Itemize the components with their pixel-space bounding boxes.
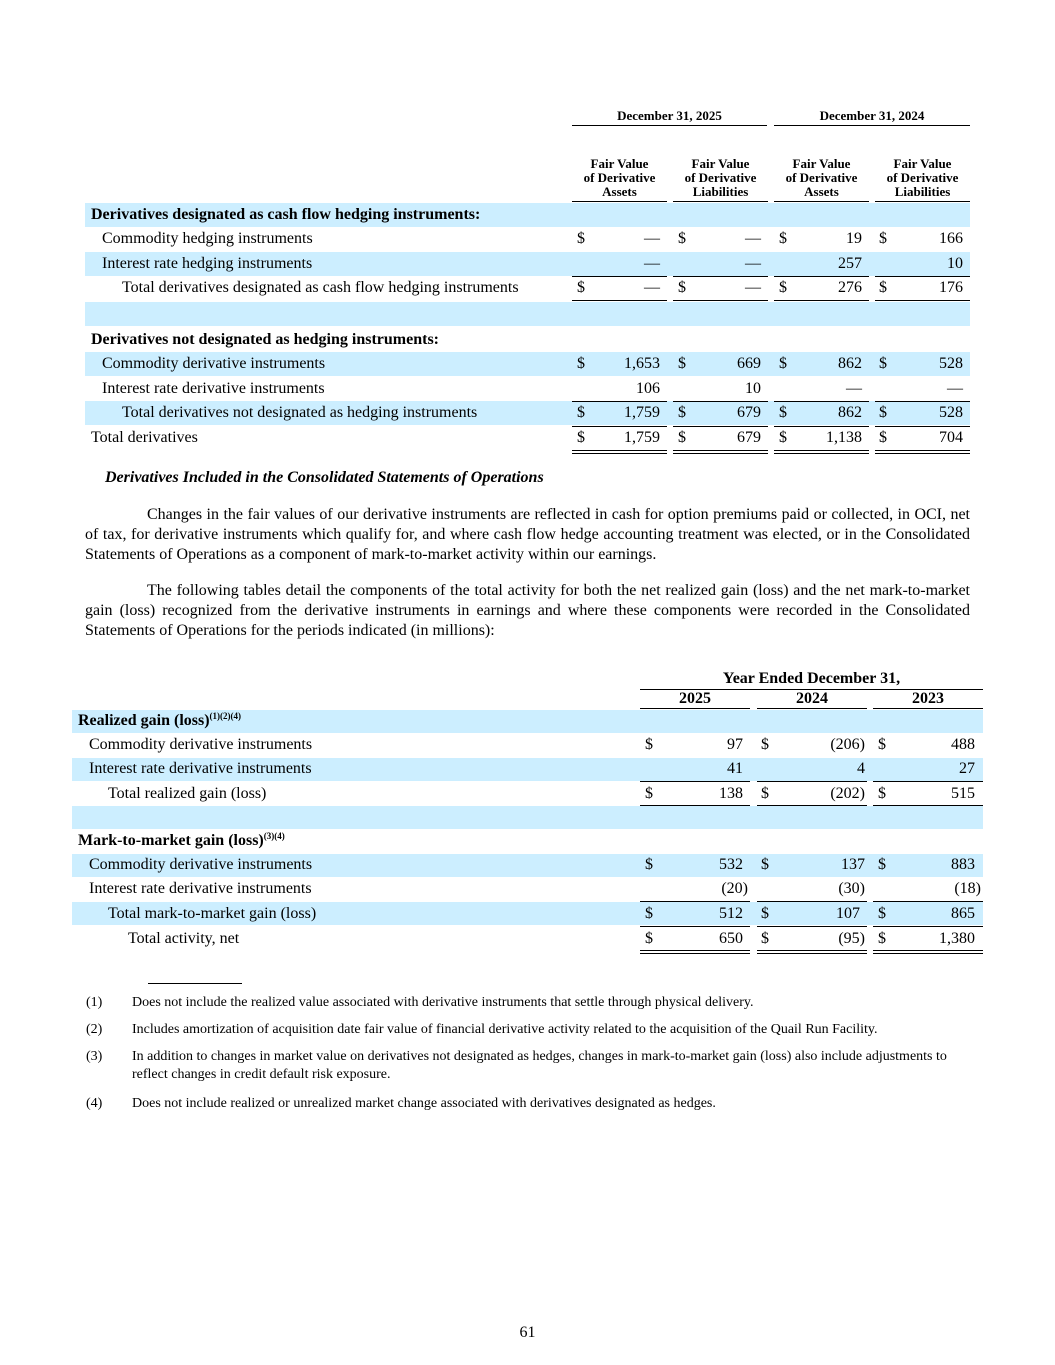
footnote-ref: (1)(2)(4) [209, 711, 242, 721]
footnote-text: Does not include the realized value associated with derivative instruments that settle through physical delivery. [132, 995, 754, 1010]
rule [774, 276, 869, 277]
dollar-sign: $ [761, 905, 769, 922]
cell-value: 10 [947, 255, 963, 272]
dollar-sign: $ [678, 429, 686, 446]
rule [572, 426, 667, 427]
rule [673, 300, 768, 301]
dollar-sign: $ [645, 856, 653, 873]
dollar-sign: $ [577, 429, 585, 446]
cell-value: 679 [737, 429, 761, 446]
cell-value: 4 [857, 760, 865, 777]
rule [673, 276, 768, 277]
col-year-2025: 2025 [679, 690, 711, 707]
rule [572, 201, 667, 202]
cell-value: 862 [838, 404, 862, 421]
rule [873, 781, 983, 782]
cell-value: 528 [939, 355, 963, 372]
dollar-sign: $ [678, 230, 686, 247]
dollar-sign: $ [879, 355, 887, 372]
paragraph-2: The following tables detail the components of the total activity for both the net realized gain (loss) and the net mark-to-market gain (loss) recognized from the derivative instruments in earnings and where these components were recorded in the Consolidated Statements of Operations for the periods indicated (in millions): [85, 582, 970, 639]
cell-value: — [745, 255, 761, 272]
cell-value: 19 [846, 230, 862, 247]
cell-value: 883 [951, 856, 975, 873]
rule [640, 781, 750, 782]
rule [673, 401, 768, 402]
cell-value: 1,759 [624, 429, 660, 446]
footnote-text: Includes amortization of acquisition date fair value of financial derivative activity related to the acquisition of the Quail Run Facility. [132, 1022, 878, 1037]
cell-value: 41 [727, 760, 743, 777]
rule [875, 276, 970, 277]
footnote-number: (4) [86, 1096, 103, 1111]
cell-value: 176 [939, 279, 963, 296]
double-rule [673, 450, 768, 454]
section-title-realized [78, 711, 241, 731]
dollar-sign: $ [577, 230, 585, 247]
row-label: Interest rate derivative instruments [89, 760, 312, 777]
rule [640, 805, 750, 806]
row-band [72, 806, 983, 829]
title-text: Mark-to-market gain (loss) [78, 832, 264, 849]
dollar-sign: $ [577, 279, 585, 296]
cell-value: 107 [836, 905, 860, 922]
rule [640, 901, 750, 902]
dollar-sign: $ [779, 279, 787, 296]
dollar-sign: $ [761, 930, 769, 947]
col-header-assets-2024: Fair Value of Derivative Assets [785, 156, 858, 199]
rule [774, 401, 869, 402]
cell-value: (18) [954, 880, 981, 897]
dollar-sign: $ [878, 785, 886, 802]
dollar-sign: $ [761, 736, 769, 753]
cell-value: 515 [951, 785, 975, 802]
section-heading: Derivatives Included in the Consolidated Statements of Operations [105, 469, 544, 486]
rule [572, 300, 667, 301]
cell-value: 528 [939, 404, 963, 421]
dollar-sign: $ [645, 905, 653, 922]
rule [875, 300, 970, 301]
dollar-sign: $ [879, 429, 887, 446]
dollar-sign: $ [879, 230, 887, 247]
period-header-2025: December 31, 2025 [617, 108, 722, 123]
row-label: Total derivatives not designated as hedging instruments [122, 404, 478, 421]
cell-value: — [745, 230, 761, 247]
dollar-sign: $ [577, 355, 585, 372]
cell-value: — [947, 380, 963, 397]
dollar-sign: $ [645, 930, 653, 947]
cell-value: 679 [737, 404, 761, 421]
cell-value: 137 [841, 856, 865, 873]
cell-value: 532 [719, 856, 743, 873]
rule [774, 125, 970, 126]
dollar-sign: $ [779, 429, 787, 446]
row-label: Total realized gain (loss) [108, 785, 267, 802]
dollar-sign: $ [761, 785, 769, 802]
row-band [85, 302, 970, 326]
cell-value: (206) [830, 736, 865, 753]
col-header-liabilities-2025: Fair Value of Derivative Liabilities [684, 156, 757, 199]
dollar-sign: $ [645, 736, 653, 753]
section-title-hedging: Derivatives designated as cash flow hedging instruments: [91, 206, 481, 223]
col-header-liabilities-2024: Fair Value of Derivative Liabilities [886, 156, 959, 199]
footnote-separator [148, 983, 242, 984]
rule [757, 926, 867, 927]
rule [873, 708, 983, 709]
period-header-2024: December 31, 2024 [819, 108, 925, 123]
cell-value: 1,138 [826, 429, 862, 446]
row-label: Total derivatives designated as cash flow hedging instruments [122, 279, 519, 296]
row-label: Commodity derivative instruments [89, 736, 313, 753]
dollar-sign: $ [779, 230, 787, 247]
title-text: Realized gain (loss) [78, 712, 210, 729]
rule [875, 401, 970, 402]
section-title-mark-to-market [78, 831, 285, 851]
cell-value: (30) [838, 880, 865, 897]
dollar-sign: $ [645, 785, 653, 802]
dollar-sign: $ [678, 404, 686, 421]
dollar-sign: $ [779, 404, 787, 421]
dollar-sign: $ [878, 930, 886, 947]
footnote-ref: (3)(4) [263, 831, 285, 841]
row-label: Interest rate hedging instruments [102, 255, 313, 272]
rule [873, 926, 983, 927]
cell-value: 488 [951, 736, 975, 753]
cell-value: 650 [719, 930, 743, 947]
dollar-sign: $ [879, 279, 887, 296]
cell-value: (202) [830, 785, 865, 802]
paragraph-1: Changes in the fair values of our derivative instruments are reflected in cash for option premiums paid or collected, in OCI, net of tax, for derivative instruments which qualify for, and where cash flow hedge accounting treatment was elected, or in the Consolidated Statements of Operations as a component of mark-to-market activity within our earnings. [85, 506, 970, 563]
cell-value: — [846, 380, 862, 397]
col-header-assets-2025: Fair Value of Derivative Assets [583, 156, 656, 199]
rule [572, 125, 767, 126]
row-label: Total mark-to-market gain (loss) [108, 905, 317, 922]
rule [757, 781, 867, 782]
col-year-2023: 2023 [912, 690, 944, 707]
rule [875, 201, 970, 202]
rule [774, 201, 869, 202]
cell-value: 1,653 [624, 355, 660, 372]
row-label: Total activity, net [128, 930, 240, 947]
double-rule [873, 950, 983, 954]
cell-value: 10 [745, 380, 761, 397]
cell-value: 276 [838, 279, 862, 296]
cell-value: 704 [939, 429, 963, 446]
double-rule [572, 450, 667, 454]
rule [640, 708, 750, 709]
double-rule [875, 450, 970, 454]
rule [640, 926, 750, 927]
dollar-sign: $ [878, 856, 886, 873]
row-label: Commodity derivative instruments [102, 355, 326, 372]
row-label: Commodity derivative instruments [89, 856, 313, 873]
cell-value: 166 [939, 230, 963, 247]
year-header: Year Ended December 31, [722, 670, 901, 687]
dollar-sign: $ [577, 404, 585, 421]
cell-value: 27 [959, 760, 975, 777]
cell-value: 1,759 [624, 404, 660, 421]
footnote-text: In addition to changes in market value on derivatives not designated as hedges, changes in mark-to-market gain (loss) also include adjustments to reflect changes in credit default risk exposure. [132, 1049, 947, 1082]
row-label: Interest rate derivative instruments [89, 880, 312, 897]
rule [572, 276, 667, 277]
rule [875, 426, 970, 427]
cell-value: 97 [727, 736, 743, 753]
rule [757, 901, 867, 902]
rule [673, 201, 768, 202]
rule [757, 805, 867, 806]
dollar-sign: $ [879, 404, 887, 421]
dollar-sign: $ [761, 856, 769, 873]
rule [572, 401, 667, 402]
cell-value: — [745, 279, 761, 296]
cell-value: 138 [719, 785, 743, 802]
section-title-non-hedging: Derivatives not designated as hedging instruments: [91, 331, 440, 348]
double-rule [774, 450, 869, 454]
rule [873, 805, 983, 806]
cell-value: 862 [838, 355, 862, 372]
dollar-sign: $ [678, 355, 686, 372]
cell-value: 257 [838, 255, 862, 272]
double-rule [640, 950, 750, 954]
rule [673, 426, 768, 427]
rule [774, 300, 869, 301]
dollar-sign: $ [779, 355, 787, 372]
cell-value: — [644, 279, 660, 296]
row-label: Interest rate derivative instruments [102, 380, 325, 397]
double-rule [757, 950, 867, 954]
footnote-number: (2) [86, 1022, 103, 1037]
dollar-sign: $ [878, 736, 886, 753]
cell-value: 512 [719, 905, 743, 922]
dollar-sign: $ [878, 905, 886, 922]
footnote-number: (1) [86, 995, 103, 1010]
cell-value: (20) [721, 880, 748, 897]
cell-value: 106 [636, 380, 660, 397]
cell-value: — [644, 230, 660, 247]
dollar-sign: $ [678, 279, 686, 296]
row-label: Total derivatives [91, 429, 198, 446]
cell-value: 669 [737, 355, 761, 372]
page-number: 61 [519, 1324, 536, 1341]
footnote-text: Does not include realized or unrealized market change associated with derivatives designated as hedges. [132, 1096, 716, 1111]
col-year-2024: 2024 [796, 690, 828, 707]
cell-value: — [644, 255, 660, 272]
cell-value: (95) [838, 930, 865, 947]
rule [774, 426, 869, 427]
rule [873, 901, 983, 902]
rule [757, 708, 867, 709]
cell-value: 865 [951, 905, 975, 922]
footnote-number: (3) [86, 1049, 103, 1064]
cell-value: 1,380 [939, 930, 975, 947]
row-label: Commodity hedging instruments [102, 230, 313, 247]
